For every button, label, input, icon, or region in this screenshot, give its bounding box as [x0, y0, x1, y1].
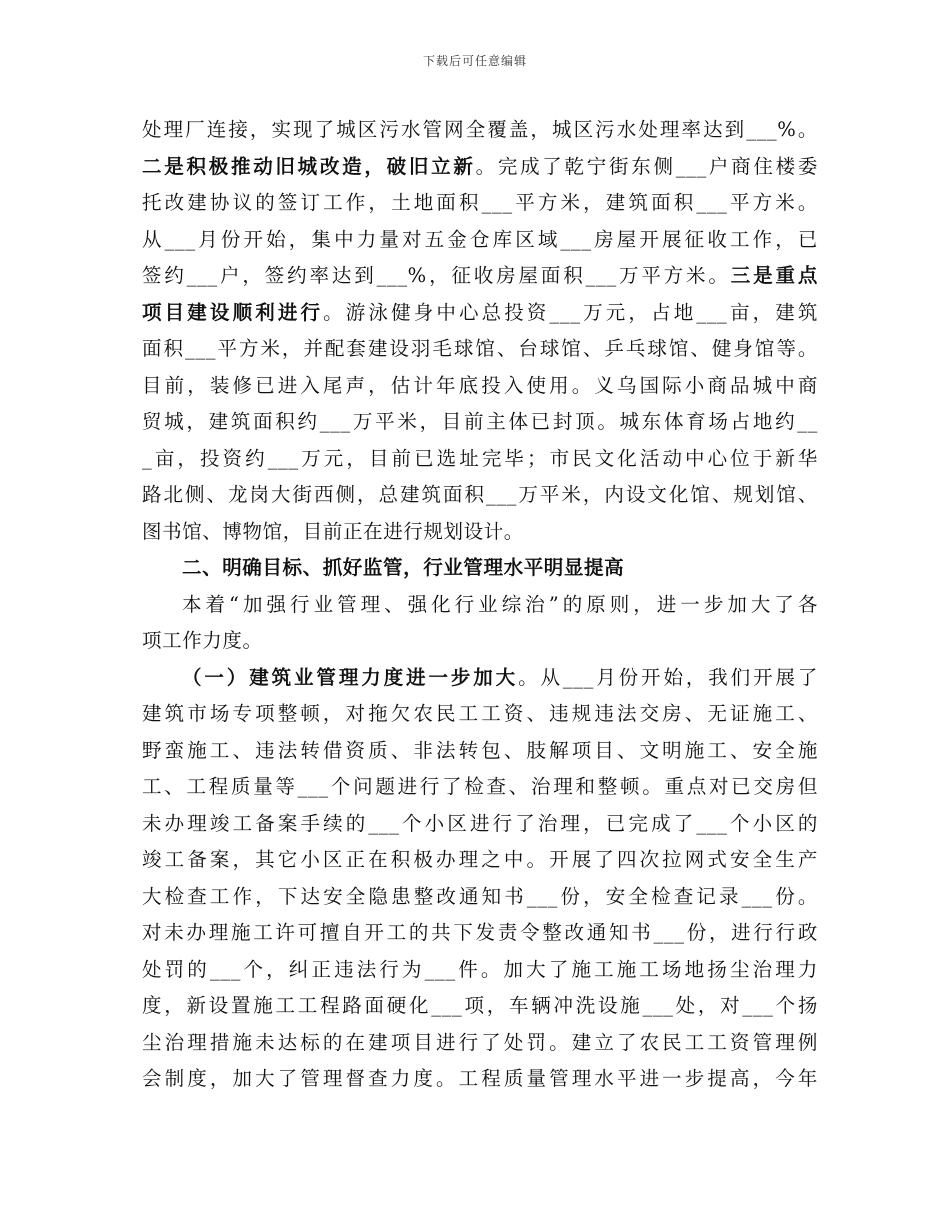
body-text-segment: 会制度，加大了管理督查力度。工程质量管理水平进一步提高，今年	[142, 1067, 818, 1090]
text-line	[142, 222, 818, 259]
body-text-segment: 本着“加强行业管理、强化行业综治”的原则，进一步加大了各	[182, 592, 818, 616]
body-text-segment: 。完成了乾宁街东侧___户商住楼委	[475, 154, 818, 178]
text-line	[142, 988, 818, 1025]
body-text-segment: 尘治理措施未达标的在建项目进行了处罚。建立了农民工工资管理例	[142, 1030, 818, 1054]
text-line	[142, 879, 818, 916]
text-line	[142, 258, 818, 295]
text-line	[142, 1025, 818, 1062]
bold-heading-text: 二、明确目标、抓好监管，行业管理水平明显提高	[182, 556, 625, 579]
body-text-segment: 从___月份开始，集中力量对五金仓库区域___房屋开展征收工作，已	[142, 227, 818, 251]
text-line	[142, 441, 818, 478]
page-header: 下载后可任意编辑	[422, 54, 527, 68]
body-text-segment: 贸城，建筑面积约___万平米，目前主体已封顶。城东体育场占地约__	[142, 410, 818, 433]
bold-heading-text: 项目建设顺利进行	[142, 300, 324, 324]
text-line	[142, 769, 818, 806]
bold-heading-text: （一）建筑业管理力度进一步加大	[182, 665, 519, 689]
body-text-segment: 对未办理施工许可擅自开工的共下发责令整改通知书___份，进行行政	[142, 921, 818, 944]
body-text-segment: 目前，装修已进入尾声，估计年底投入使用。义乌国际小商品城中商	[142, 373, 818, 397]
text-line	[142, 368, 818, 405]
text-line	[142, 587, 818, 624]
body-text-segment: 。从___月份开始，我们开展了	[518, 665, 818, 689]
text-line	[142, 733, 818, 770]
text-line	[142, 185, 818, 222]
text-line	[142, 550, 818, 587]
text-line	[142, 915, 818, 952]
text-line	[142, 514, 818, 551]
body-text-segment: 托改建协议的签订工作，土地面积___平方米，建筑面积___平方米。	[142, 191, 818, 214]
text-line	[142, 696, 818, 733]
body-text-segment: 签约___户，签约率达到___%，征收房屋面积___万平方米。	[142, 264, 731, 287]
text-line	[142, 404, 818, 441]
body-text-segment: 野蛮施工、违法转借资质、非法转包、肢解项目、文明施工、安全施	[142, 738, 818, 762]
text-line	[142, 112, 818, 149]
text-line	[142, 842, 818, 879]
body-text-segment: 度，新设置施工工程路面硬化___项，车辆冲洗设施___处，对___个扬	[142, 994, 818, 1017]
body-text-segment: 建筑市场专项整顿，对拖欠农民工工资、违规违法交房、无证施工、	[142, 702, 818, 725]
body-text-segment: 面积___平方米，并配套建设羽毛球馆、台球馆、乒乓球馆、健身馆等。	[142, 337, 818, 360]
bold-heading-text: 二是积极推动旧城改造，破旧立新	[142, 154, 476, 178]
body-text-segment: 工、工程质量等___个问题进行了检查、治理和整顿。重点对已交房但	[142, 775, 818, 798]
text-line	[142, 1061, 818, 1098]
bold-heading-text: 三是重点	[730, 264, 818, 287]
document-body	[142, 112, 818, 1098]
body-text-segment: 处罚的___个，纠正违法行为___件。加大了施工施工场地扬尘治理力	[142, 957, 818, 981]
text-line	[142, 806, 818, 843]
body-text-segment: _亩，投资约___万元，目前已选址完毕；市民文化活动中心位于新华	[142, 446, 818, 470]
body-text-segment: 竣工备案，其它小区正在积极办理之中。开展了四次拉网式安全生产	[142, 848, 818, 871]
body-text-segment: 未办理竣工备案手续的___个小区进行了治理，已完成了___个小区的	[142, 811, 818, 835]
text-line	[142, 295, 818, 332]
body-text-segment: 图书馆、博物馆，目前正在进行规划设计。	[142, 519, 524, 543]
body-text-segment: 路北侧、龙岗大街西侧，总建筑面积___万平米，内设文化馆、规划馆、	[142, 483, 818, 506]
body-text-segment: 处理厂连接，实现了城区污水管网全覆盖，城区污水处理率达到___%。	[142, 118, 818, 141]
text-line	[142, 660, 818, 697]
text-line	[142, 952, 818, 989]
text-line	[142, 331, 818, 368]
body-text-segment: 。游泳健身中心总投资___万元，占地___亩，建筑	[323, 300, 818, 324]
text-line	[142, 149, 818, 186]
text-line	[142, 623, 818, 660]
body-text-segment: 大检查工作，下达安全隐患整改通知书___份，安全检查记录___份。	[142, 884, 818, 908]
text-line	[142, 477, 818, 514]
body-text-segment: 项工作力度。	[142, 629, 263, 652]
